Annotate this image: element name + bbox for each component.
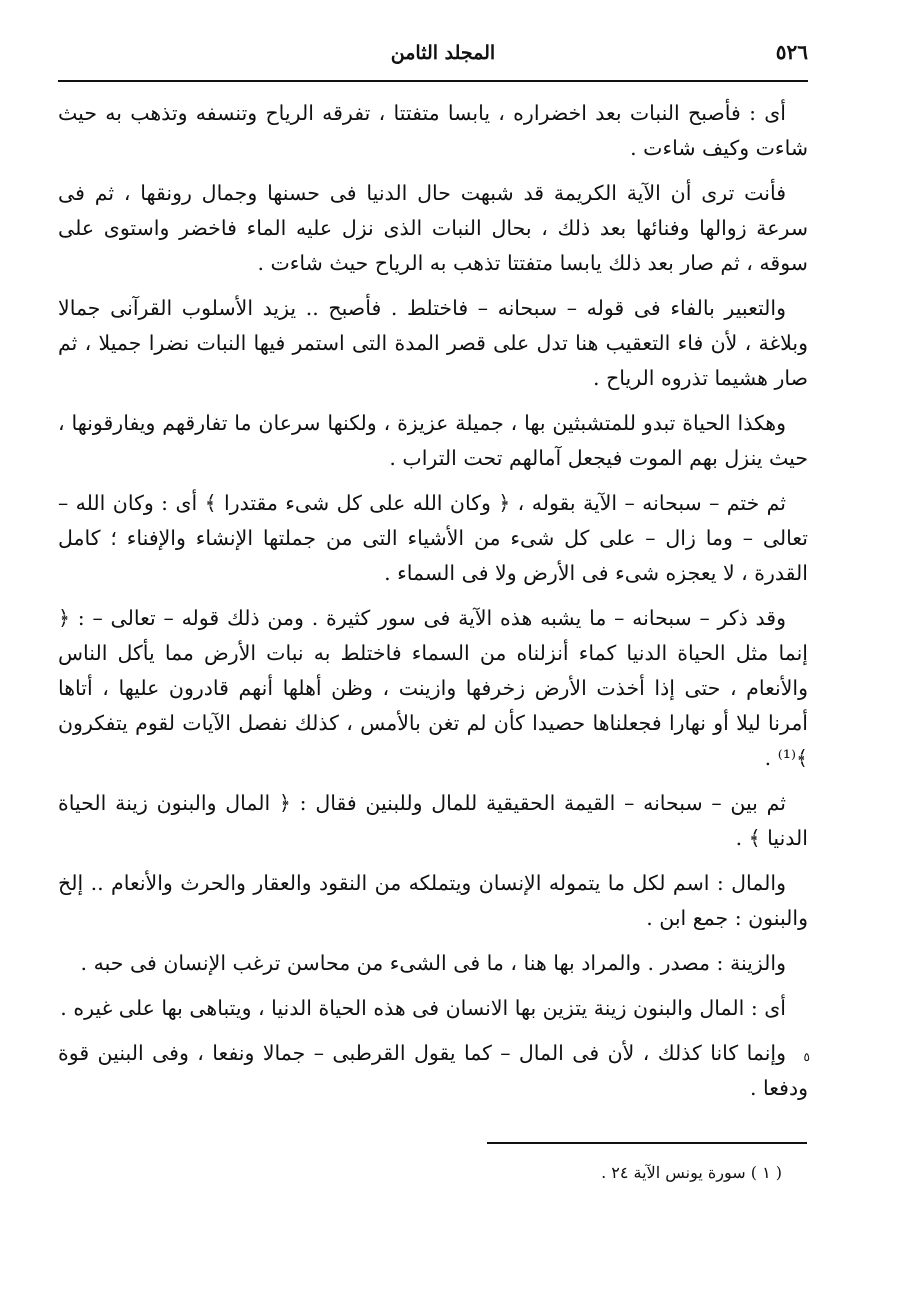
paragraph-4: وهكذا الحياة تبدو للمتشبثين بها ، جميلة عزيزة ، ولكنها سرعان ما تفارقهم ويفارقونها ، حيث ينزل بهم الموت فيجعل آمالهم تحت التراب . xyxy=(58,411,808,470)
paragraph-8: والمال : اسم لكل ما يتموله الإنسان ويتملكه من النقود والعقار والحرث والأنعام .. إلخ والبنون : جمع ابن . xyxy=(58,871,808,930)
paragraph-7: ثم بين – سبحانه – القيمة الحقيقية للمال وللبنين فقال : ﴿ المال والبنون زينة الحياة الدنيا ﴾ . xyxy=(58,791,808,850)
paragraph-10: أى : المال والبنون زينة يتزين بها الانسان فى هذه الحياة الدنيا ، ويتباهى بها على غيره . xyxy=(60,996,786,1020)
paragraph-1: أى : فأصبح النبات بعد اخضراره ، يابسا متفتتا ، تفرقه الرياح وتنسفه وتذهب به حيث شاءت وكيف شاءت . xyxy=(58,101,808,160)
volume-title: المجلد الثامن xyxy=(390,42,496,64)
page-number: ٥٢٦ xyxy=(775,40,808,64)
paragraph-3: والتعبير بالفاء فى قوله – سبحانه – فاختلط . فأصبح .. يزيد الأسلوب القرآنى جمالا وبلاغة ، لأن فاء التعقيب هنا تدل على قصر المدة التى استمر فيها النبات نضرا جميلا ، ثم صار هشيما تذروه الرياح . xyxy=(58,296,808,390)
paragraph-11-wrap xyxy=(58,1036,808,1106)
paragraph-9: والزينة : مصدر . والمراد بها هنا ، ما فى الشىء من محاسن ترغب الإنسان فى حبه . xyxy=(80,951,786,975)
margin-marker: ٥ xyxy=(803,1050,810,1064)
paragraph-11: وإنما كانا كذلك ، لأن فى المال – كما يقول القرطبى – جمالا ونفعا ، وفى البنين قوة ودفعا . xyxy=(58,1041,808,1100)
page-header xyxy=(58,38,808,78)
main-text xyxy=(58,96,808,1116)
footnote: ( ١ ) سورة يونس الآية ٢٤ . xyxy=(601,1163,782,1182)
paragraph-6: وقد ذكر – سبحانه – ما يشبه هذه الآية فى سور كثيرة . ومن ذلك قوله – تعالى – : ﴿ إنما مثل الحياة الدنيا كماء أنزلناه من السماء فاختلط به نبات الأرض مما يأكل الناس والأنعام ، حتى إذا أخذت الأرض زخرفها وازينت ، وظن أهلها أنهم قادرون عليها ، أتاها أمرنا ليلا أو نهارا فجعلناها حصيدا كأن لم تغن بالأمس ، كذلك نفصل الآيات لقوم يتفكرون ﴾⁽¹⁾ . xyxy=(58,606,808,770)
header-divider xyxy=(58,80,808,82)
paragraph-2: فأنت ترى أن الآية الكريمة قد شبهت حال الدنيا فى حسنها وجمال رونقها ، ثم فى سرعة زوالها وفنائها بعد ذلك ، بحال النبات الذى نزل عليه الماء فاخضر واستوى على سوقه ، ثم صار بعد ذلك يابسا متفتتا تذهب به الرياح حيث شاءت . xyxy=(58,181,808,275)
footnote-divider xyxy=(487,1142,807,1144)
paragraph-5: ثم ختم – سبحانه – الآية بقوله ، ﴿ وكان الله على كل شىء مقتدرا ﴾ أى : وكان الله – تعالى – وما زال – على كل شىء من الأشياء التى من جملتها الإنشاء والإفناء ؛ كامل القدرة ، لا يعجزه شىء فى الأرض ولا فى السماء . xyxy=(58,491,808,585)
